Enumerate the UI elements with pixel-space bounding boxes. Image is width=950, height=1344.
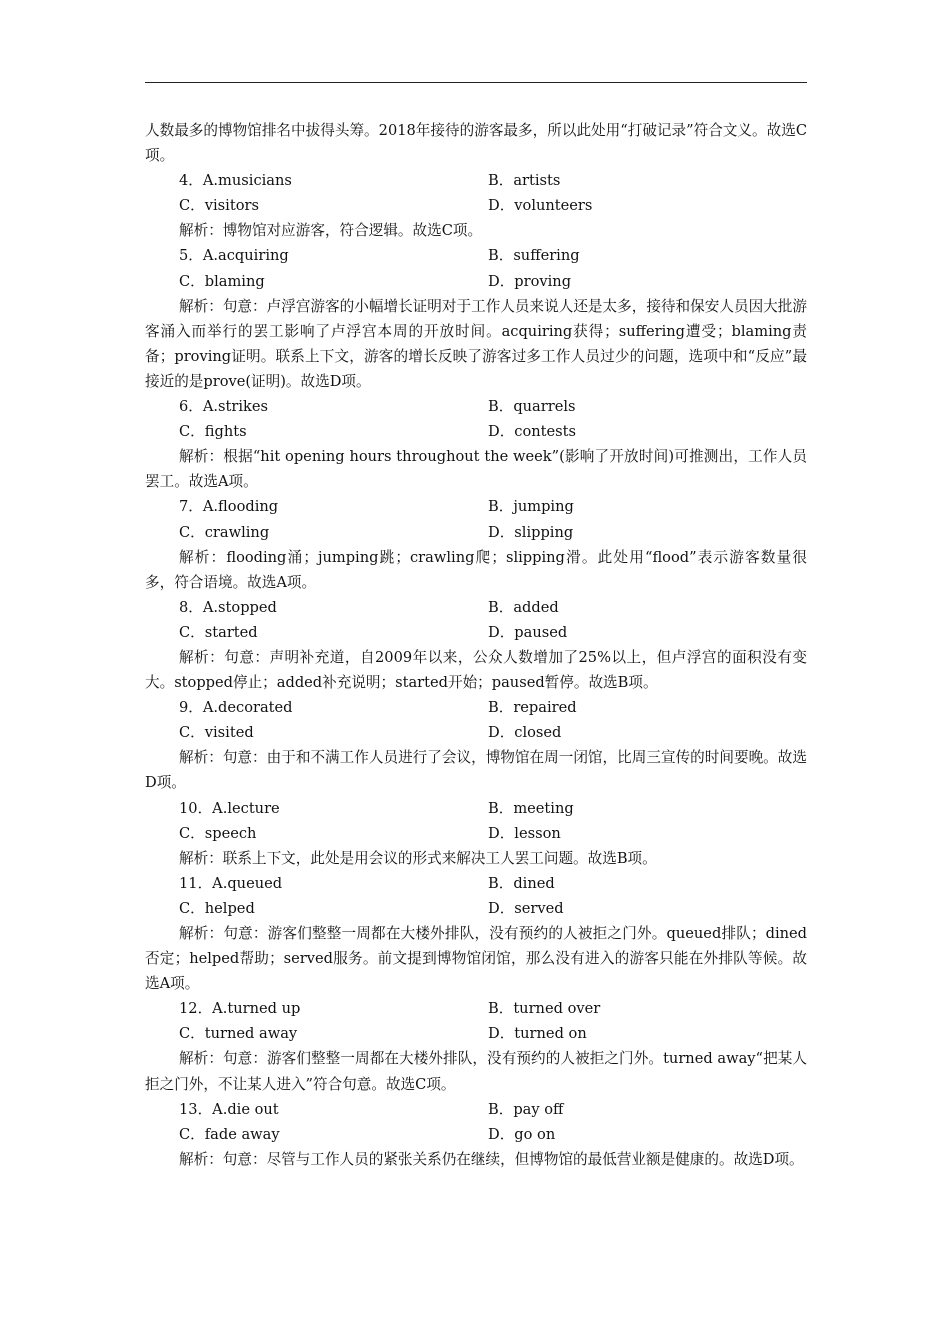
question-block: [145, 1097, 807, 1172]
analysis-paragraph: 解析：根据“hit opening hours throughout the week”(影响了开放时间)可推测出，工作人员罢工。故选A项。: [145, 448, 807, 491]
question-block: [145, 796, 807, 871]
option-text: C．crawling: [179, 523, 270, 541]
question-block: [145, 871, 807, 996]
option-row: [145, 168, 807, 193]
option-text: C．visitors: [179, 197, 259, 215]
analysis-paragraph: 解析：句意：尽管与工作人员的紧张关系仍在继续，但博物馆的最低营业额是健康的。故选D项。: [179, 1150, 804, 1168]
option-row: [145, 1097, 807, 1122]
question-block: [145, 996, 807, 1096]
question-block: [145, 595, 807, 695]
option-text: D．slipping: [488, 523, 574, 541]
option-text: B．dined: [488, 874, 555, 892]
analysis-paragraph: 解析：句意：由于和不满工作人员进行了会议，博物馆在周一闭馆，比周三宣传的时间要晚。故选D项。: [145, 749, 807, 792]
option-text: C．turned away: [179, 1025, 298, 1043]
option-text: B．suffering: [488, 247, 580, 265]
option-row: [145, 269, 807, 294]
option-text: 9．A.decorated: [179, 699, 293, 717]
question-block: [145, 168, 807, 243]
analysis-paragraph: 解析：联系上下文，此处是用会议的形式来解决工人罢工问题。故选B项。: [179, 849, 657, 867]
option-row: [145, 494, 807, 519]
question-block: [145, 494, 807, 594]
option-text: D．proving: [488, 272, 572, 290]
option-text: D．lesson: [488, 824, 561, 842]
option-text: C．fights: [179, 423, 247, 441]
question-block: [145, 695, 807, 795]
option-text: 10．A.lecture: [179, 799, 280, 817]
option-text: B．quarrels: [488, 398, 576, 416]
option-text: 13．A.die out: [179, 1100, 279, 1118]
analysis-paragraph: 解析：句意：声明补充道，自2009年以来，公众人数增加了25%以上，但卢浮宫的面积没有变大。stopped停止；added补充说明；started开始；paused暂停。故选B项。: [145, 648, 807, 692]
option-row: [145, 193, 807, 218]
option-text: D．closed: [488, 724, 562, 742]
option-text: D．paused: [488, 623, 568, 641]
question-list: [145, 168, 807, 1172]
document-body: [145, 118, 807, 1172]
option-text: D．go on: [488, 1125, 556, 1143]
option-row: [145, 243, 807, 268]
option-text: D．served: [488, 899, 564, 917]
option-text: C．blaming: [179, 272, 265, 290]
option-text: C．fade away: [179, 1125, 280, 1143]
option-row: [145, 896, 807, 921]
option-text: 8．A.stopped: [179, 598, 277, 616]
option-text: 5．A.acquiring: [179, 247, 289, 265]
option-text: B．repaired: [488, 699, 577, 717]
intro-paragraph: 人数最多的博物馆排名中拔得头筹。2018年接待的游客最多，所以此处用“打破记录”符合文义。故选C项。: [145, 122, 807, 165]
option-row: [145, 419, 807, 444]
option-text: 12．A.turned up: [179, 1000, 301, 1018]
question-block: [145, 243, 807, 394]
option-text: 11．A.queued: [179, 874, 283, 892]
option-row: [145, 821, 807, 846]
option-text: C．speech: [179, 824, 257, 842]
question-block: [145, 394, 807, 494]
option-text: B．added: [488, 598, 559, 616]
option-text: D．turned on: [488, 1025, 587, 1043]
analysis-paragraph: 解析：句意：卢浮宫游客的小幅增长证明对于工作人员来说人还是太多，接待和保安人员因大批游客涌入而举行的罢工影响了卢浮宫本周的开放时间。acquiring获得；suffering遭受；blaming责备；proving证明。联系上下文，游客的增长反映了游客过多工作人员过少的问题，选项中和“反应”最接近的是prove(证明)。故选D项。: [145, 297, 807, 390]
option-row: [145, 996, 807, 1021]
option-row: [145, 394, 807, 419]
analysis-paragraph: 解析：博物馆对应游客，符合逻辑。故选C项。: [179, 222, 483, 240]
option-row: [145, 1122, 807, 1147]
option-text: 7．A.flooding: [179, 498, 279, 516]
option-row: [145, 520, 807, 545]
analysis-paragraph: 解析：flooding涌；jumping跳；crawling爬；slipping滑。此处用“flood”表示游客数量很多，符合语境。故选A项。: [145, 548, 807, 591]
option-row: [145, 620, 807, 645]
option-row: [145, 1021, 807, 1046]
option-text: B．meeting: [488, 799, 574, 817]
option-text: 6．A.strikes: [179, 398, 269, 416]
option-row: [145, 695, 807, 720]
analysis-paragraph: 解析：句意：游客们整整一周都在大楼外排队，没有预约的人被拒之门外。queued排队；dined否定；helped帮助；served服务。前文提到博物馆闭馆，那么没有进入的游客只能在外排队等候。故选A项。: [145, 925, 807, 993]
option-text: B．pay off: [488, 1100, 564, 1118]
option-text: B．artists: [488, 172, 561, 190]
option-text: B．turned over: [488, 1000, 601, 1018]
analysis-paragraph: 解析：句意：游客们整整一周都在大楼外排队，没有预约的人被拒之门外。turned away“把某人拒之门外，不让某人进入”符合句意。故选C项。: [145, 1050, 807, 1093]
option-text: C．helped: [179, 899, 255, 917]
option-row: [145, 796, 807, 821]
option-row: [145, 595, 807, 620]
header-rule: [145, 82, 807, 83]
option-row: [145, 871, 807, 896]
option-text: C．started: [179, 623, 258, 641]
option-text: 4．A.musicians: [179, 172, 292, 190]
option-text: D．volunteers: [488, 197, 593, 215]
option-text: B．jumping: [488, 498, 574, 516]
option-row: [145, 720, 807, 745]
option-text: D．contests: [488, 423, 576, 441]
option-text: C．visited: [179, 724, 254, 742]
